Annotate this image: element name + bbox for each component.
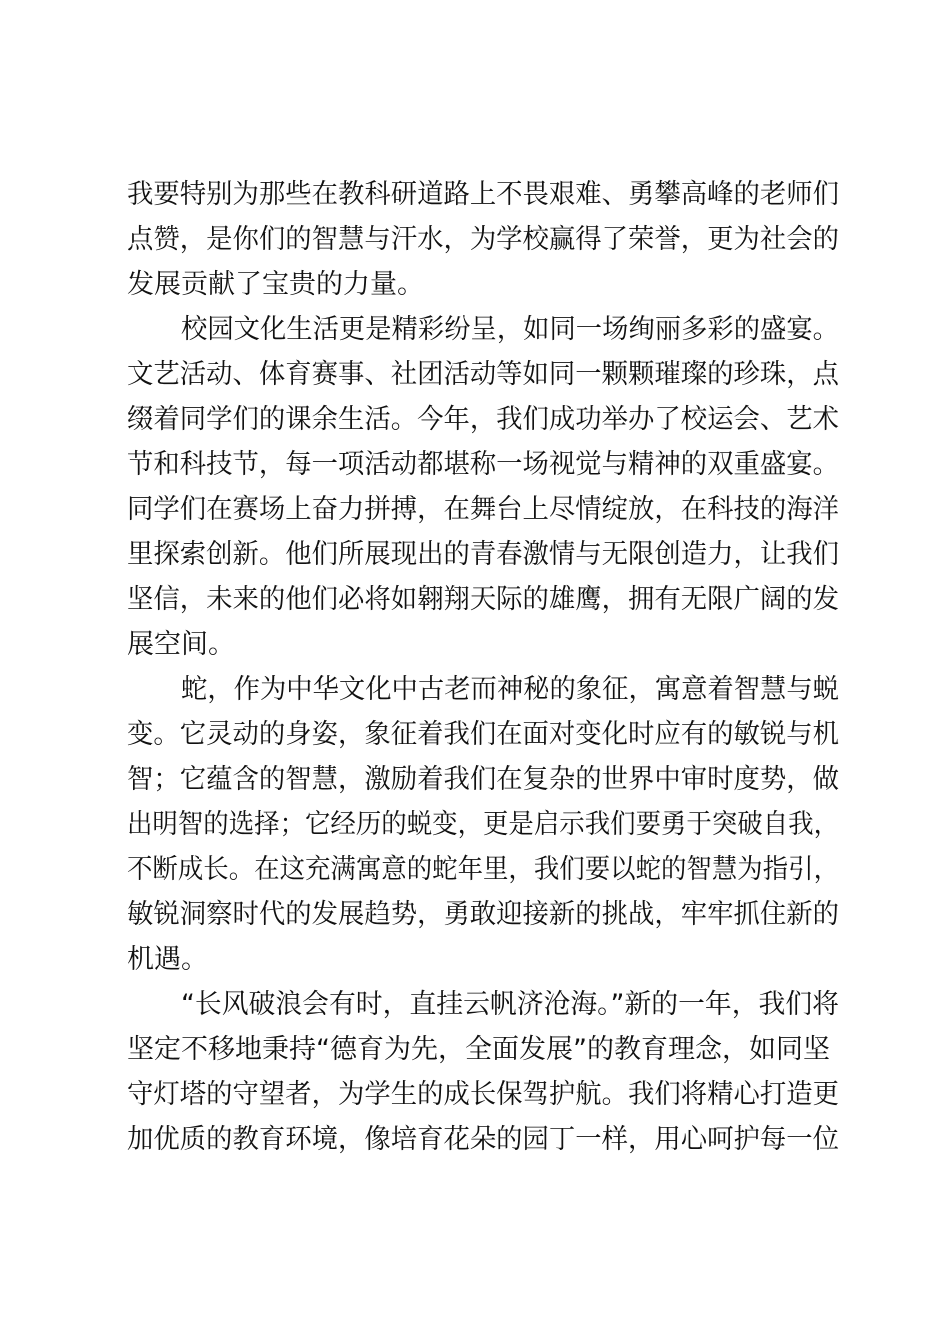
text-line: 点赞，是你们的智慧与汗水，为学校赢得了荣誉，更为社会的 [127,224,839,255]
text-line: 展空间。 [127,629,235,660]
text-line: 不断成长。在这充满寓意的蛇年里，我们要以蛇的智慧为指引， [127,854,839,885]
text-line: 我要特别为那些在教科研道路上不畏艰难、勇攀高峰的老师们 [127,179,839,210]
text-line: 节和科技节，每一项活动都堪称一场视觉与精神的双重盛宴。 [127,449,839,480]
text-line: 出明智的选择；它经历的蜕变，更是启示我们要勇于突破自我， [127,809,839,840]
text-line: 同学们在赛场上奋力拼搏，在舞台上尽情绽放，在科技的海洋 [127,494,839,525]
text-line: 敏锐洞察时代的发展趋势，勇敢迎接新的挑战，牢牢抓住新的 [127,899,839,930]
text-line: 坚信，未来的他们必将如翱翔天际的雄鹰，拥有无限广阔的发 [127,584,839,615]
paragraph-campus-culture [127,307,839,667]
text-line: 蛇，作为中华文化中古老而神秘的象征，寓意着智慧与蜕 [181,674,839,705]
text-line: 变。它灵动的身姿，象征着我们在面对变化时应有的敏锐与机 [127,719,839,750]
paragraph-new-year [127,982,839,1162]
text-line: 发展贡献了宝贵的力量。 [127,269,424,300]
body-text [127,172,839,1162]
text-line: 文艺活动、体育赛事、社团活动等如同一颗颗璀璨的珍珠，点 [127,359,839,390]
text-line: 校园文化生活更是精彩纷呈，如同一场绚丽多彩的盛宴。 [181,314,839,345]
text-line: 坚定不移地秉持“德育为先，全面发展”的教育理念，如同坚 [127,1034,830,1065]
text-line: 智；它蕴含的智慧，激励着我们在复杂的世界中审时度势，做 [127,764,839,795]
text-line: 里探索创新。他们所展现出的青春激情与无限创造力，让我们 [127,539,839,570]
text-line: “长风破浪会有时，直挂云帆济沧海。”新的一年，我们将 [181,989,839,1020]
paragraph-research-praise [127,172,839,307]
text-line: 守灯塔的守望者，为学生的成长保驾护航。我们将精心打造更 [127,1079,839,1110]
text-line: 加优质的教育环境，像培育花朵的园丁一样，用心呵护每一位 [127,1124,839,1155]
text-line: 缀着同学们的课余生活。今年，我们成功举办了校运会、艺术 [127,404,839,435]
text-line: 机遇。 [127,944,208,975]
paragraph-snake-symbol [127,667,839,982]
